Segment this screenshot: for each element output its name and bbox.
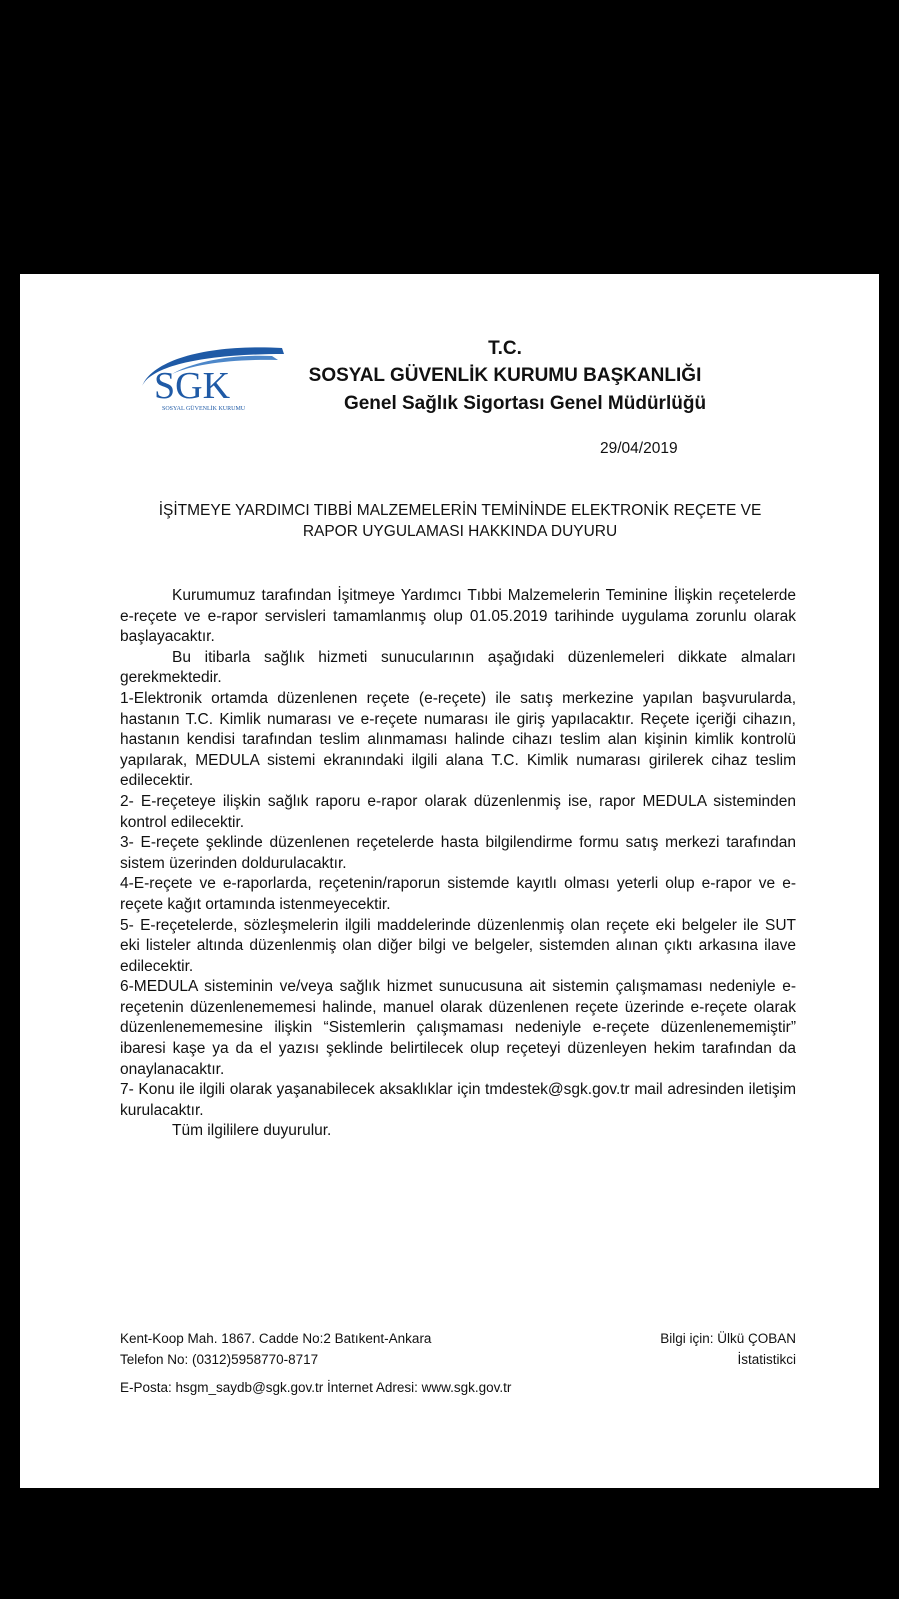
footer-email: E-Posta: hsgm_saydb@sgk.gov.tr İnternet Adresi: www.sgk.gov.tr: [120, 1380, 512, 1395]
paragraph-item-6: 6-MEDULA sisteminin ve/veya sağlık hizmet sunucusuna ait sistemin çalışmaması nedeniyle e-reçetenin düzenlenememesi halinde, manuel olarak düzenlenen reçete üzerinde e-reçete olarak düzenlenememesine ilişkin “Sistemlerin çalışmaması nedeniyle e-reçete düzenlenememiştir” ibaresi kaşe ya da el yazısı şeklinde belirtilecek olup reçeteyi düzenleyen hekim tarafından da onaylanacaktır.: [120, 978, 796, 1078]
paragraph-item-1: 1-Elektronik ortamda düzenlenen reçete (e-reçete) ile satış merkezine yapılan başvurularda, hastanın T.C. Kimlik numarası ve e-reçete numarası ile giriş yapılacaktır. Reçete içeriği cihazın, hastanın kendisi tarafından teslim alınmaması halinde cihazı teslim alan kişinin kimlik kontrolü yapılarak, MEDULA sistemi ekranındaki ilgili alana T.C. Kimlik numarası girilerek cihaz teslim edilecektir.: [120, 689, 796, 790]
paragraph-closing: Tüm ilgililere duyurulur.: [172, 1122, 332, 1140]
paragraph-item-2: 2- E-reçeteye ilişkin sağlık raporu e-rapor olarak düzenlenmiş ise, rapor MEDULA sisteminden kontrol edilecektir.: [120, 792, 796, 831]
paragraph-item-5: 5- E-reçetelerde, sözleşmelerin ilgili maddelerinde düzenlenmiş olan reçete eki belgeler ile SUT eki listeler altında düzenlenmiş olan diğer bilgi ve belgeler, sistemden alınan çıktı arkasına ilave edilecektir.: [120, 916, 796, 975]
footer-role: İstatistikci: [737, 1352, 796, 1367]
logo-subtext: SOSYAL GÜVENLİK KURUMU: [162, 406, 246, 412]
title-line-1: İŞİTMEYE YARDIMCI TIBBİ MALZEMELERİN TEMİNİNDE ELEKTRONİK REÇETE VE: [158, 502, 762, 519]
header-institution: SOSYAL GÜVENLİK KURUMU BAŞKANLIĞI: [308, 365, 702, 386]
document-page: [20, 274, 879, 1488]
title-line-2: RAPOR UYGULAMASI HAKKINDA DUYURU: [302, 523, 618, 540]
paragraph-intro: Kurumumuz tarafından İşitmeye Yardımcı Tıbbi Malzemelerin Teminine İlişkin reçetelerde e-reçete ve e-rapor servisleri tamamlanmış olup 01.05.2019 tarihinde uygulama zorunlu olarak başlayacaktır.: [120, 587, 796, 646]
paragraph-requirements: Bu itibarla sağlık hizmeti sunucularının aşağıdaki düzenlemeleri dikkate almaları gerekmektedir.: [120, 648, 796, 687]
footer-info-contact: Bilgi için: Ülkü ÇOBAN: [660, 1331, 796, 1346]
footer-phone: Telefon No: (0312)5958770-8717: [120, 1352, 319, 1367]
header-directorate: Genel Sağlık Sigortası Genel Müdürlüğü: [343, 393, 707, 414]
logo-text: SGK: [154, 365, 231, 407]
header-tc: T.C.: [488, 338, 522, 359]
document-date: 29/04/2019: [600, 440, 678, 457]
footer-contact: [120, 1328, 431, 1370]
paragraph-item-3: 3- E-reçete şeklinde düzenlenen reçetelerde hasta bilgilendirme formu satış merkezi tarafından sistem üzerinden doldurulacaktır.: [120, 834, 796, 872]
announcement-body: [120, 586, 796, 1142]
paragraph-item-7: 7- Konu ile ilgili olarak yaşanabilecek aksaklıklar için tmdestek@sgk.gov.tr mail adresinden iletişim kurulacaktır.: [120, 1081, 796, 1119]
sgk-logo: [132, 340, 302, 420]
announcement-title: [130, 500, 790, 542]
footer-info: [620, 1328, 796, 1370]
footer-address: Kent-Koop Mah. 1867. Cadde No:2 Batıkent-Ankara: [120, 1331, 432, 1346]
letterhead: [280, 336, 730, 418]
paragraph-item-4: 4-E-reçete ve e-raporlarda, reçetenin/raporun sistemde kayıtlı olması yeterli olup e-rapor ve e- reçete kağıt ortamında istenmeyecektir.: [120, 875, 796, 913]
